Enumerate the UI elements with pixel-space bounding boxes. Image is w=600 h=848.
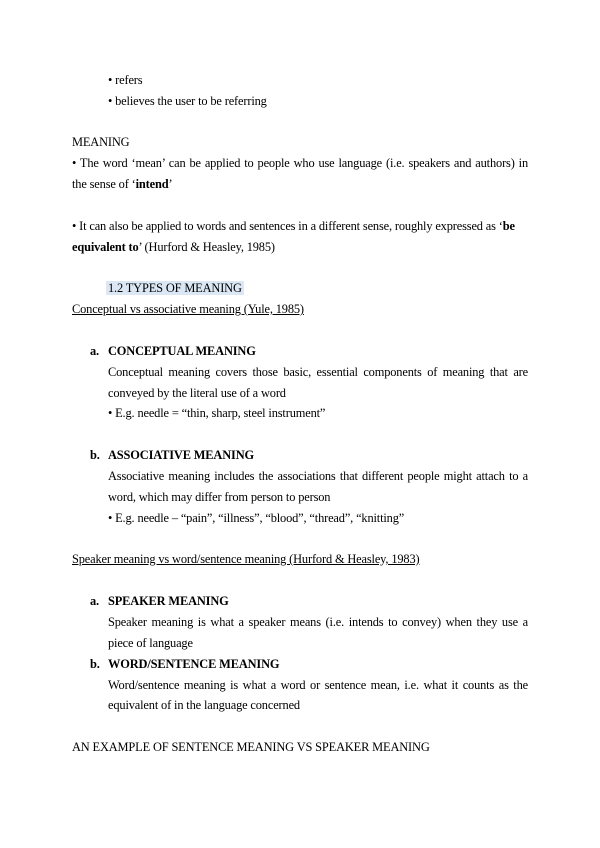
meaning-paragraph2-line1	[72, 219, 515, 234]
associative-example: • E.g. needle – “pain”, “illness”, “blood”, “thread”, “knitting”	[108, 511, 405, 525]
meaning-paragraph1-line1: • The word ‘mean’ can be applied to people who use language (i.e. speakers and authors) in	[72, 156, 528, 170]
list-marker-a: a.	[90, 344, 99, 358]
bullet-believes: • believes the user to be referring	[108, 94, 267, 108]
example-heading: AN EXAMPLE OF SENTENCE MEANING VS SPEAKER MEANING	[72, 740, 430, 754]
speaker-line1: Speaker meaning is what a speaker means (i.e. intends to convey) when they use a	[108, 615, 528, 629]
speaker-line2: piece of language	[108, 636, 193, 650]
meaning-heading: MEANING	[72, 135, 130, 149]
highlighted-heading: 1.2 TYPES OF MEANING	[108, 281, 242, 295]
speaker-meaning-title: SPEAKER MEANING	[108, 594, 229, 608]
conceptual-example: • E.g. needle = “thin, sharp, steel instrument”	[108, 406, 326, 420]
bold-term-be: be	[502, 219, 515, 233]
conceptual-meaning-title: CONCEPTUAL MEANING	[108, 344, 256, 358]
word-sentence-line1: Word/sentence meaning is what a word or sentence mean, i.e. what it counts as the	[108, 678, 528, 692]
associative-meaning-title: ASSOCIATIVE MEANING	[108, 448, 254, 462]
list-marker-b: b.	[90, 448, 100, 462]
bold-term-intend: intend	[135, 177, 169, 191]
text-span: ’	[168, 177, 173, 191]
list-marker-a-2: a.	[90, 594, 99, 608]
bullet-refers: • refers	[108, 73, 143, 87]
subheading-conceptual-vs-associative: Conceptual vs associative meaning (Yule, 1985)	[72, 302, 304, 316]
meaning-paragraph2-line2	[72, 240, 275, 255]
associative-line2: word, which may differ from person to person	[108, 490, 331, 504]
word-sentence-line2: equivalent of in the language concerned	[108, 698, 300, 712]
text-span: ’ (Hurford & Heasley, 1985)	[138, 240, 275, 254]
conceptual-line2: conveyed by the literal use of a word	[108, 386, 286, 400]
word-sentence-meaning-title: WORD/SENTENCE MEANING	[108, 657, 280, 671]
bold-term-equivalent: equivalent to	[72, 240, 139, 254]
conceptual-line1: Conceptual meaning covers those basic, essential components of meaning that are	[108, 365, 528, 379]
list-marker-b-2: b.	[90, 657, 100, 671]
meaning-paragraph1-line2	[72, 177, 172, 192]
associative-line1: Associative meaning includes the associations that different people might attach to a	[108, 469, 528, 483]
text-span: the sense of ‘	[72, 177, 136, 191]
types-heading	[106, 281, 244, 296]
text-span: • It can also be applied to words and sentences in a different sense, roughly expressed as ‘	[72, 219, 503, 233]
subheading-speaker-vs-sentence: Speaker meaning vs word/sentence meaning (Hurford & Heasley, 1983)	[72, 552, 420, 566]
